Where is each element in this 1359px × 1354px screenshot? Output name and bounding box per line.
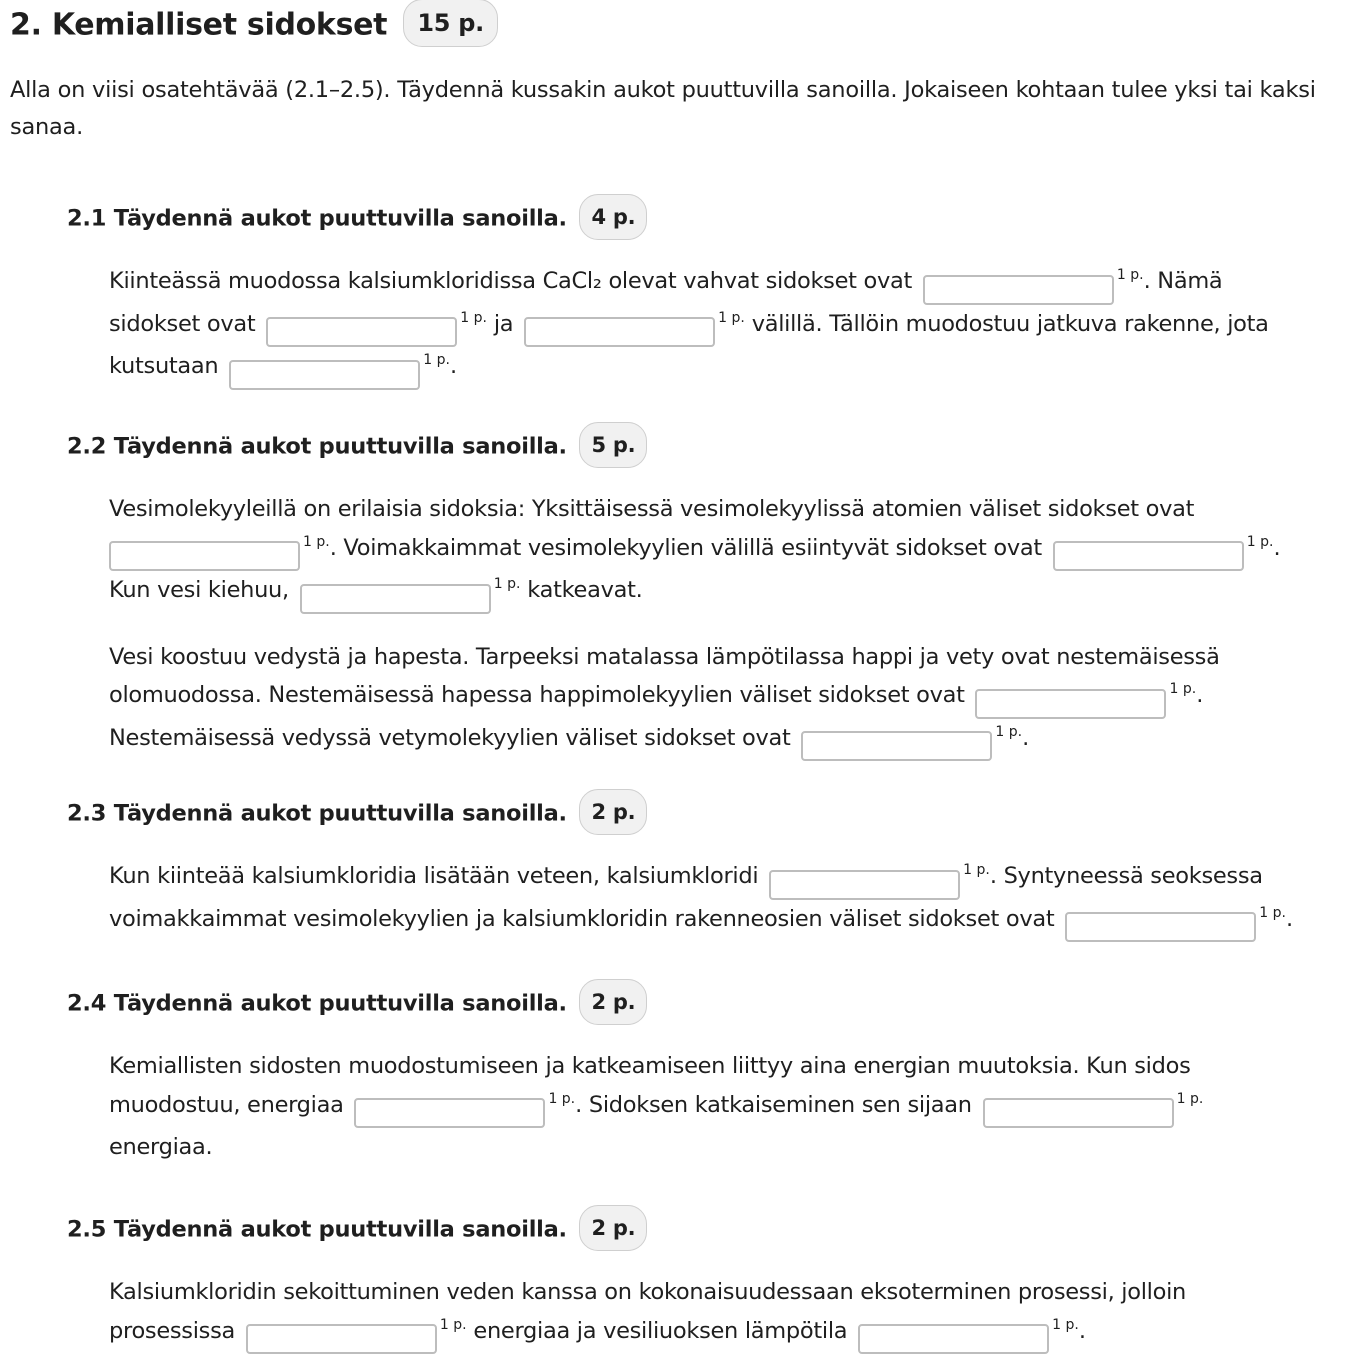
points-label: 1 p. bbox=[1169, 681, 1197, 697]
text-segment: Vesi koostuu vedystä ja hapesta. Tarpeeksi matalassa lämpötilassa happi ja vety ovat nestemäisessä bbox=[109, 643, 1220, 670]
answer-field-2-2-1[interactable] bbox=[109, 541, 300, 571]
question-instructions: Alla on viisi osatehtävää (2.1–2.5). Täydennä kussakin aukot puuttuvilla sanoilla. Jokaiseen kohtaan tulee yksi tai kaksi sanaa. bbox=[10, 77, 1316, 140]
text-segment: . bbox=[1285, 905, 1293, 932]
text-segment: . Sidoksen katkaiseminen sen sijaan bbox=[575, 1091, 972, 1118]
answer-field-2-4-1[interactable] bbox=[354, 1098, 545, 1128]
question-title bbox=[10, 2, 498, 50]
answer-field-2-1-4[interactable] bbox=[229, 360, 420, 390]
subquestion-heading bbox=[67, 791, 1357, 837]
text-segment: ja bbox=[493, 310, 514, 337]
subquestion-heading bbox=[67, 981, 1357, 1027]
fill-in-paragraph bbox=[67, 638, 1349, 762]
fill-in-paragraph bbox=[67, 1273, 1349, 1354]
text-segment: kutsutaan bbox=[109, 353, 219, 379]
answer-field-2-1-3[interactable] bbox=[524, 317, 715, 347]
text-segment: Kun vesi kiehuu, bbox=[109, 577, 289, 603]
question-title-text: 2. Kemialliset sidokset bbox=[10, 7, 388, 43]
answer-field-2-2-4[interactable] bbox=[975, 689, 1166, 719]
points-label: 1 p. bbox=[460, 309, 487, 326]
answer-field-2-3-2[interactable] bbox=[1065, 912, 1256, 942]
subquestion-2-2 bbox=[67, 424, 1357, 761]
subquestion-instruction: Täydennä aukot puuttuvilla sanoilla. bbox=[113, 433, 567, 460]
subquestion-points-badge: 2 p. bbox=[579, 1205, 647, 1251]
answer-field-2-1-1[interactable] bbox=[923, 275, 1114, 305]
points-label: 1 p. bbox=[439, 1316, 467, 1333]
fill-in-paragraph bbox=[67, 262, 1349, 390]
subquestion-2-4 bbox=[67, 981, 1357, 1167]
text-segment: välillä. Tällöin muodostuu jatkuva rakenne, jota bbox=[751, 310, 1269, 337]
total-points-badge: 15 p. bbox=[403, 0, 498, 47]
text-segment: energiaa. bbox=[109, 1134, 213, 1160]
text-segment: . Syntyneessä seoksessa bbox=[989, 863, 1263, 889]
points-label: 1 p. bbox=[493, 576, 521, 592]
fill-in-paragraph bbox=[67, 490, 1349, 614]
text-segment: . bbox=[1273, 534, 1281, 561]
subquestion-instruction: Täydennä aukot puuttuvilla sanoilla. bbox=[113, 800, 567, 827]
text-segment: . bbox=[449, 353, 457, 379]
points-label: 1 p. bbox=[995, 723, 1023, 740]
answer-field-2-3-1[interactable] bbox=[769, 870, 960, 900]
text-segment: . bbox=[1196, 682, 1204, 708]
subquestion-number: 2.2 bbox=[67, 433, 107, 460]
text-segment: . Voimakkaimmat vesimolekyylien välillä esiintyvät sidokset ovat bbox=[329, 534, 1042, 561]
points-label: 1 p. bbox=[303, 533, 330, 550]
text-segment: Kalsiumkloridin sekoittuminen veden kanssa on kokonaisuudessaan eksoterminen prosessi, jolloin bbox=[109, 1279, 1187, 1305]
subquestion-number: 2.4 bbox=[67, 990, 107, 1017]
text-segment: sidokset ovat bbox=[109, 310, 256, 337]
text-segment: Kun kiinteää kalsiumkloridia lisätään veteen, kalsiumkloridi bbox=[109, 863, 759, 889]
subquestion-2-5 bbox=[67, 1207, 1357, 1354]
text-segment: . bbox=[1022, 724, 1029, 751]
subquestion-instruction: Täydennä aukot puuttuvilla sanoilla. bbox=[113, 205, 567, 232]
points-label: 1 p. bbox=[963, 862, 990, 878]
points-label: 1 p. bbox=[1259, 904, 1286, 921]
points-label: 1 p. bbox=[1176, 1090, 1204, 1107]
text-segment: olomuodossa. Nestemäisessä hapessa happimolekyylien väliset sidokset ovat bbox=[109, 682, 965, 708]
subquestion-points-badge: 5 p. bbox=[579, 422, 647, 468]
subquestion-instruction: Täydennä aukot puuttuvilla sanoilla. bbox=[113, 990, 567, 1017]
subquestion-points-badge: 4 p. bbox=[579, 194, 647, 240]
points-label: 1 p. bbox=[718, 309, 745, 326]
answer-field-2-1-2[interactable] bbox=[266, 317, 457, 347]
points-label: 1 p. bbox=[1246, 533, 1274, 550]
subquestion-number: 2.5 bbox=[67, 1216, 107, 1243]
points-label: 1 p. bbox=[1052, 1316, 1079, 1333]
subquestion-number: 2.3 bbox=[67, 800, 107, 827]
subquestion-points-badge: 2 p. bbox=[579, 979, 647, 1025]
subquestion-heading bbox=[67, 1207, 1357, 1253]
answer-field-2-2-2[interactable] bbox=[1053, 541, 1244, 571]
points-label: 1 p. bbox=[423, 352, 450, 368]
answer-field-2-4-2[interactable] bbox=[983, 1098, 1174, 1128]
fill-in-paragraph bbox=[67, 1047, 1349, 1167]
subquestion-2-3 bbox=[67, 791, 1357, 942]
text-segment: Vesimolekyyleillä on erilaisia sidoksia: Yksittäisessä vesimolekyylissä atomien väliset sidokset ovat bbox=[109, 496, 1195, 522]
text-segment: voimakkaimmat vesimolekyylien ja kalsiumkloridin rakenneosien väliset sidokset ovat bbox=[109, 905, 1055, 932]
text-segment: Kemiallisten sidosten muodostumiseen ja katkeamiseen liittyy aina energian muutoksia. Kun sidos bbox=[109, 1053, 1191, 1079]
subquestion-heading bbox=[67, 424, 1357, 470]
subquestion-instruction: Täydennä aukot puuttuvilla sanoilla. bbox=[113, 1216, 567, 1243]
text-segment: energiaa ja vesiliuoksen lämpötila bbox=[473, 1317, 848, 1344]
text-segment: prosessissa bbox=[109, 1317, 235, 1344]
text-segment: muodostuu, energiaa bbox=[109, 1091, 344, 1118]
points-label: 1 p. bbox=[548, 1090, 576, 1107]
text-segment: Nestemäisessä vedyssä vetymolekyylien väliset sidokset ovat bbox=[109, 724, 791, 751]
points-label: 1 p. bbox=[1116, 267, 1144, 283]
subquestion-number: 2.1 bbox=[67, 205, 107, 232]
subquestion-2-1 bbox=[67, 196, 1357, 390]
text-segment: katkeavat. bbox=[527, 577, 643, 603]
fill-in-paragraph bbox=[67, 857, 1349, 942]
answer-field-2-2-5[interactable] bbox=[801, 731, 992, 761]
subquestion-points-badge: 2 p. bbox=[579, 789, 647, 835]
text-segment: . bbox=[1078, 1317, 1086, 1344]
answer-field-2-2-3[interactable] bbox=[300, 584, 491, 614]
subquestion-heading bbox=[67, 196, 1357, 242]
text-segment: Kiinteässä muodossa kalsiumkloridissa CaCl₂ olevat vahvat sidokset ovat bbox=[109, 268, 913, 294]
text-segment: . Nämä bbox=[1143, 268, 1223, 294]
